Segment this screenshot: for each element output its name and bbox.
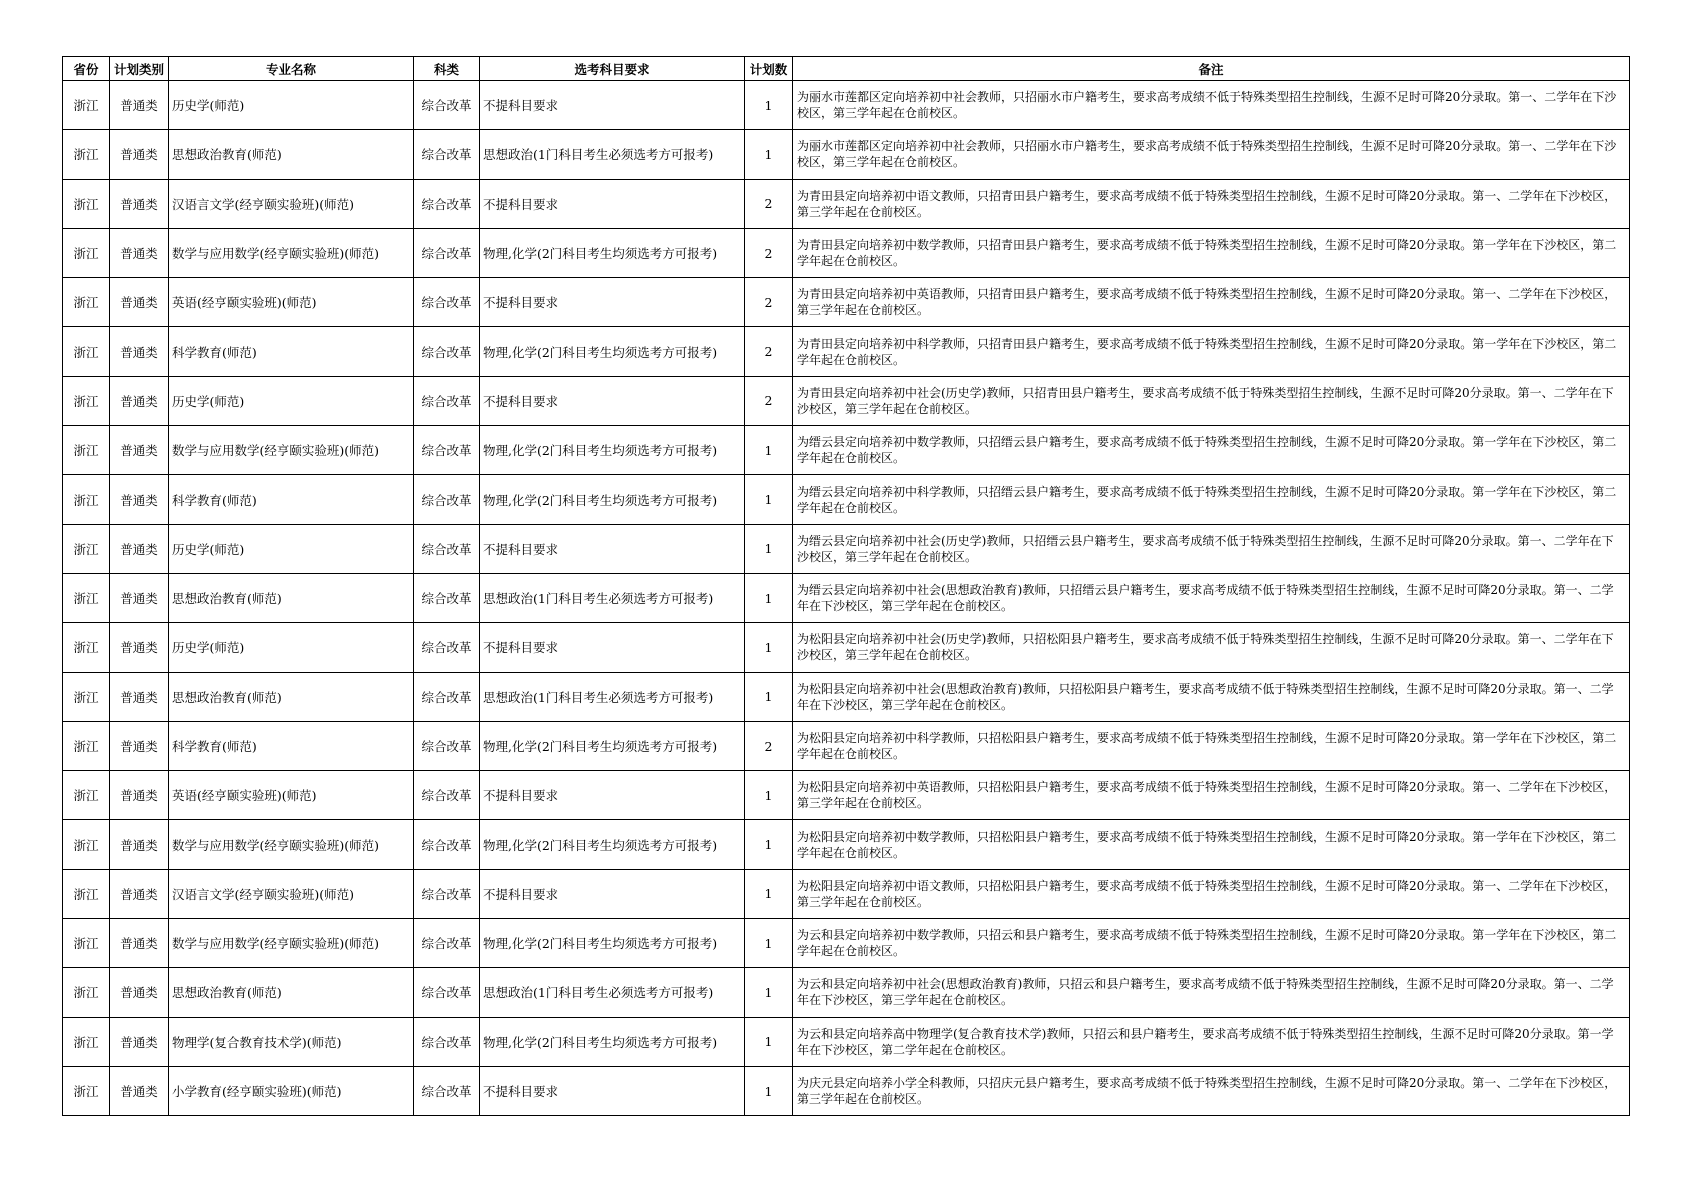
cell-major: 历史学(师范) — [169, 524, 414, 573]
cell-subject-type: 综合改革 — [414, 524, 480, 573]
table-row — [63, 475, 1630, 524]
cell-plan: 1 — [745, 672, 793, 721]
cell-major: 数学与应用数学(经亨颐实验班)(师范) — [169, 228, 414, 277]
cell-plan: 1 — [745, 573, 793, 622]
cell-major: 物理学(复合教育技术学)(师范) — [169, 1017, 414, 1066]
cell-subject-type: 综合改革 — [414, 426, 480, 475]
cell-note: 为丽水市莲都区定向培养初中社会教师，只招丽水市户籍考生，要求高考成绩不低于特殊类型招生控制线，生源不足时可降20分录取。第一、二学年在下沙校区，第三学年起在仓前校区。 — [793, 81, 1630, 130]
header-requirement: 选考科目要求 — [480, 57, 745, 81]
cell-plan: 1 — [745, 475, 793, 524]
cell-subject-type: 综合改革 — [414, 820, 480, 869]
cell-subject-type: 综合改革 — [414, 721, 480, 770]
cell-subject-type: 综合改革 — [414, 228, 480, 277]
cell-subject-type: 综合改革 — [414, 475, 480, 524]
cell-plan: 1 — [745, 130, 793, 179]
cell-province: 浙江 — [63, 426, 110, 475]
cell-requirement: 不提科目要求 — [480, 278, 745, 327]
cell-note: 为云和县定向培养初中数学教师，只招云和县户籍考生，要求高考成绩不低于特殊类型招生控制线，生源不足时可降20分录取。第一学年在下沙校区，第二学年起在仓前校区。 — [793, 919, 1630, 968]
cell-category: 普通类 — [110, 672, 169, 721]
cell-requirement: 不提科目要求 — [480, 524, 745, 573]
cell-major: 汉语言文学(经亨颐实验班)(师范) — [169, 869, 414, 918]
cell-major: 科学教育(师范) — [169, 721, 414, 770]
cell-note: 为庆元县定向培养小学全科教师，只招庆元县户籍考生，要求高考成绩不低于特殊类型招生控制线，生源不足时可降20分录取。第一、二学年在下沙校区，第三学年起在仓前校区。 — [793, 1066, 1630, 1115]
cell-category: 普通类 — [110, 475, 169, 524]
enrollment-plan-table — [62, 56, 1630, 1116]
cell-note: 为缙云县定向培养初中社会(历史学)教师，只招缙云县户籍考生，要求高考成绩不低于特殊类型招生控制线，生源不足时可降20分录取。第一、二学年在下沙校区，第三学年起在仓前校区。 — [793, 524, 1630, 573]
cell-category: 普通类 — [110, 919, 169, 968]
table-row — [63, 919, 1630, 968]
cell-category: 普通类 — [110, 771, 169, 820]
cell-subject-type: 综合改革 — [414, 869, 480, 918]
cell-requirement: 物理,化学(2门科目考生均须选考方可报考) — [480, 327, 745, 376]
cell-category: 普通类 — [110, 130, 169, 179]
cell-requirement: 不提科目要求 — [480, 623, 745, 672]
cell-subject-type: 综合改革 — [414, 179, 480, 228]
cell-requirement: 物理,化学(2门科目考生均须选考方可报考) — [480, 721, 745, 770]
cell-category: 普通类 — [110, 228, 169, 277]
cell-requirement: 物理,化学(2门科目考生均须选考方可报考) — [480, 1017, 745, 1066]
cell-subject-type: 综合改革 — [414, 376, 480, 425]
cell-plan: 1 — [745, 426, 793, 475]
header-plan: 计划数 — [745, 57, 793, 81]
header-note: 备注 — [793, 57, 1630, 81]
cell-requirement: 思想政治(1门科目考生必须选考方可报考) — [480, 573, 745, 622]
table-row — [63, 376, 1630, 425]
cell-subject-type: 综合改革 — [414, 919, 480, 968]
cell-note: 为云和县定向培养初中社会(思想政治教育)教师，只招云和县户籍考生，要求高考成绩不低于特殊类型招生控制线，生源不足时可降20分录取。第一、二学年在下沙校区，第三学年起在仓前校区。 — [793, 968, 1630, 1017]
cell-subject-type: 综合改革 — [414, 968, 480, 1017]
cell-category: 普通类 — [110, 869, 169, 918]
cell-note: 为缙云县定向培养初中社会(思想政治教育)教师，只招缙云县户籍考生，要求高考成绩不低于特殊类型招生控制线，生源不足时可降20分录取。第一、二学年在下沙校区，第三学年起在仓前校区。 — [793, 573, 1630, 622]
cell-major: 科学教育(师范) — [169, 475, 414, 524]
cell-requirement: 物理,化学(2门科目考生均须选考方可报考) — [480, 426, 745, 475]
header-category: 计划类别 — [110, 57, 169, 81]
cell-province: 浙江 — [63, 81, 110, 130]
cell-major: 英语(经亨颐实验班)(师范) — [169, 278, 414, 327]
cell-subject-type: 综合改革 — [414, 81, 480, 130]
cell-category: 普通类 — [110, 721, 169, 770]
cell-major: 思想政治教育(师范) — [169, 672, 414, 721]
cell-subject-type: 综合改革 — [414, 327, 480, 376]
cell-requirement: 思想政治(1门科目考生必须选考方可报考) — [480, 130, 745, 179]
cell-plan: 1 — [745, 81, 793, 130]
cell-major: 思想政治教育(师范) — [169, 130, 414, 179]
cell-note: 为青田县定向培养初中科学教师，只招青田县户籍考生，要求高考成绩不低于特殊类型招生控制线，生源不足时可降20分录取。第一学年在下沙校区，第二学年起在仓前校区。 — [793, 327, 1630, 376]
cell-category: 普通类 — [110, 426, 169, 475]
cell-note: 为缙云县定向培养初中科学教师，只招缙云县户籍考生，要求高考成绩不低于特殊类型招生控制线，生源不足时可降20分录取。第一学年在下沙校区，第二学年起在仓前校区。 — [793, 475, 1630, 524]
cell-requirement: 不提科目要求 — [480, 869, 745, 918]
cell-subject-type: 综合改革 — [414, 1017, 480, 1066]
cell-major: 汉语言文学(经亨颐实验班)(师范) — [169, 179, 414, 228]
cell-major: 思想政治教育(师范) — [169, 968, 414, 1017]
cell-major: 历史学(师范) — [169, 623, 414, 672]
table-row — [63, 968, 1630, 1017]
cell-note: 为松阳县定向培养初中数学教师，只招松阳县户籍考生，要求高考成绩不低于特殊类型招生控制线，生源不足时可降20分录取。第一学年在下沙校区，第二学年起在仓前校区。 — [793, 820, 1630, 869]
table-row — [63, 278, 1630, 327]
cell-requirement: 物理,化学(2门科目考生均须选考方可报考) — [480, 820, 745, 869]
cell-requirement: 不提科目要求 — [480, 81, 745, 130]
cell-major: 小学教育(经亨颐实验班)(师范) — [169, 1066, 414, 1115]
cell-category: 普通类 — [110, 278, 169, 327]
cell-major: 科学教育(师范) — [169, 327, 414, 376]
cell-category: 普通类 — [110, 573, 169, 622]
cell-province: 浙江 — [63, 1017, 110, 1066]
table-row — [63, 327, 1630, 376]
header-subject-type: 科类 — [414, 57, 480, 81]
cell-category: 普通类 — [110, 81, 169, 130]
cell-requirement: 物理,化学(2门科目考生均须选考方可报考) — [480, 919, 745, 968]
cell-requirement: 物理,化学(2门科目考生均须选考方可报考) — [480, 475, 745, 524]
table-row — [63, 869, 1630, 918]
cell-province: 浙江 — [63, 623, 110, 672]
cell-plan: 1 — [745, 1066, 793, 1115]
cell-requirement: 不提科目要求 — [480, 771, 745, 820]
cell-major: 思想政治教育(师范) — [169, 573, 414, 622]
cell-note: 为青田县定向培养初中语文教师，只招青田县户籍考生，要求高考成绩不低于特殊类型招生控制线，生源不足时可降20分录取。第一、二学年在下沙校区，第三学年起在仓前校区。 — [793, 179, 1630, 228]
cell-plan: 2 — [745, 376, 793, 425]
cell-note: 为松阳县定向培养初中科学教师，只招松阳县户籍考生，要求高考成绩不低于特殊类型招生控制线，生源不足时可降20分录取。第一学年在下沙校区，第二学年起在仓前校区。 — [793, 721, 1630, 770]
cell-province: 浙江 — [63, 573, 110, 622]
cell-province: 浙江 — [63, 919, 110, 968]
cell-plan: 1 — [745, 869, 793, 918]
cell-province: 浙江 — [63, 179, 110, 228]
cell-category: 普通类 — [110, 820, 169, 869]
cell-plan: 1 — [745, 919, 793, 968]
cell-requirement: 思想政治(1门科目考生必须选考方可报考) — [480, 968, 745, 1017]
cell-plan: 2 — [745, 179, 793, 228]
cell-plan: 2 — [745, 327, 793, 376]
cell-plan: 1 — [745, 968, 793, 1017]
cell-category: 普通类 — [110, 623, 169, 672]
cell-province: 浙江 — [63, 1066, 110, 1115]
cell-subject-type: 综合改革 — [414, 278, 480, 327]
table-row — [63, 1017, 1630, 1066]
cell-major: 数学与应用数学(经亨颐实验班)(师范) — [169, 426, 414, 475]
cell-province: 浙江 — [63, 869, 110, 918]
cell-requirement: 不提科目要求 — [480, 1066, 745, 1115]
table-row — [63, 228, 1630, 277]
cell-requirement: 不提科目要求 — [480, 376, 745, 425]
cell-note: 为缙云县定向培养初中数学教师，只招缙云县户籍考生，要求高考成绩不低于特殊类型招生控制线，生源不足时可降20分录取。第一学年在下沙校区，第二学年起在仓前校区。 — [793, 426, 1630, 475]
cell-province: 浙江 — [63, 228, 110, 277]
cell-province: 浙江 — [63, 130, 110, 179]
table-row — [63, 820, 1630, 869]
cell-province: 浙江 — [63, 771, 110, 820]
cell-category: 普通类 — [110, 968, 169, 1017]
cell-note: 为青田县定向培养初中英语教师，只招青田县户籍考生，要求高考成绩不低于特殊类型招生控制线，生源不足时可降20分录取。第一、二学年在下沙校区，第三学年起在仓前校区。 — [793, 278, 1630, 327]
table-row — [63, 672, 1630, 721]
cell-plan: 1 — [745, 524, 793, 573]
table-row — [63, 426, 1630, 475]
cell-province: 浙江 — [63, 524, 110, 573]
cell-province: 浙江 — [63, 327, 110, 376]
cell-category: 普通类 — [110, 327, 169, 376]
cell-major: 数学与应用数学(经亨颐实验班)(师范) — [169, 919, 414, 968]
cell-category: 普通类 — [110, 524, 169, 573]
table-row — [63, 771, 1630, 820]
cell-province: 浙江 — [63, 968, 110, 1017]
header-major: 专业名称 — [169, 57, 414, 81]
cell-category: 普通类 — [110, 376, 169, 425]
cell-note: 为松阳县定向培养初中语文教师，只招松阳县户籍考生，要求高考成绩不低于特殊类型招生控制线，生源不足时可降20分录取。第一、二学年在下沙校区，第三学年起在仓前校区。 — [793, 869, 1630, 918]
cell-subject-type: 综合改革 — [414, 771, 480, 820]
cell-major: 英语(经亨颐实验班)(师范) — [169, 771, 414, 820]
enrollment-plan-sheet — [62, 56, 1629, 1116]
cell-major: 数学与应用数学(经亨颐实验班)(师范) — [169, 820, 414, 869]
cell-plan: 2 — [745, 278, 793, 327]
cell-province: 浙江 — [63, 672, 110, 721]
cell-major: 历史学(师范) — [169, 81, 414, 130]
header-row — [63, 57, 1630, 81]
cell-plan: 1 — [745, 820, 793, 869]
cell-plan: 1 — [745, 771, 793, 820]
cell-note: 为松阳县定向培养初中社会(思想政治教育)教师，只招松阳县户籍考生，要求高考成绩不低于特殊类型招生控制线，生源不足时可降20分录取。第一、二学年在下沙校区，第三学年起在仓前校区。 — [793, 672, 1630, 721]
table-body — [63, 81, 1630, 1116]
cell-note: 为松阳县定向培养初中英语教师，只招松阳县户籍考生，要求高考成绩不低于特殊类型招生控制线，生源不足时可降20分录取。第一、二学年在下沙校区，第三学年起在仓前校区。 — [793, 771, 1630, 820]
table-row — [63, 524, 1630, 573]
header-province: 省份 — [63, 57, 110, 81]
cell-note: 为丽水市莲都区定向培养初中社会教师，只招丽水市户籍考生，要求高考成绩不低于特殊类型招生控制线，生源不足时可降20分录取。第一、二学年在下沙校区，第三学年起在仓前校区。 — [793, 130, 1630, 179]
cell-note: 为青田县定向培养初中社会(历史学)教师，只招青田县户籍考生，要求高考成绩不低于特殊类型招生控制线，生源不足时可降20分录取。第一、二学年在下沙校区，第三学年起在仓前校区。 — [793, 376, 1630, 425]
table-row — [63, 573, 1630, 622]
cell-province: 浙江 — [63, 278, 110, 327]
cell-plan: 2 — [745, 228, 793, 277]
cell-requirement: 不提科目要求 — [480, 179, 745, 228]
table-row — [63, 721, 1630, 770]
table-row — [63, 81, 1630, 130]
table-row — [63, 1066, 1630, 1115]
cell-province: 浙江 — [63, 475, 110, 524]
table-row — [63, 623, 1630, 672]
cell-plan: 1 — [745, 1017, 793, 1066]
cell-province: 浙江 — [63, 721, 110, 770]
cell-note: 为松阳县定向培养初中社会(历史学)教师，只招松阳县户籍考生，要求高考成绩不低于特殊类型招生控制线，生源不足时可降20分录取。第一、二学年在下沙校区，第三学年起在仓前校区。 — [793, 623, 1630, 672]
cell-province: 浙江 — [63, 376, 110, 425]
cell-category: 普通类 — [110, 1017, 169, 1066]
cell-note: 为云和县定向培养高中物理学(复合教育技术学)教师，只招云和县户籍考生，要求高考成绩不低于特殊类型招生控制线，生源不足时可降20分录取。第一学年在下沙校区，第二学年起在仓前校区。 — [793, 1017, 1630, 1066]
cell-major: 历史学(师范) — [169, 376, 414, 425]
cell-category: 普通类 — [110, 179, 169, 228]
cell-category: 普通类 — [110, 1066, 169, 1115]
table-row — [63, 130, 1630, 179]
cell-subject-type: 综合改革 — [414, 623, 480, 672]
cell-subject-type: 综合改革 — [414, 1066, 480, 1115]
cell-subject-type: 综合改革 — [414, 130, 480, 179]
cell-plan: 2 — [745, 721, 793, 770]
cell-subject-type: 综合改革 — [414, 672, 480, 721]
cell-requirement: 物理,化学(2门科目考生均须选考方可报考) — [480, 228, 745, 277]
table-row — [63, 179, 1630, 228]
cell-requirement: 思想政治(1门科目考生必须选考方可报考) — [480, 672, 745, 721]
cell-plan: 1 — [745, 623, 793, 672]
cell-subject-type: 综合改革 — [414, 573, 480, 622]
cell-province: 浙江 — [63, 820, 110, 869]
cell-note: 为青田县定向培养初中数学教师，只招青田县户籍考生，要求高考成绩不低于特殊类型招生控制线，生源不足时可降20分录取。第一学年在下沙校区，第二学年起在仓前校区。 — [793, 228, 1630, 277]
